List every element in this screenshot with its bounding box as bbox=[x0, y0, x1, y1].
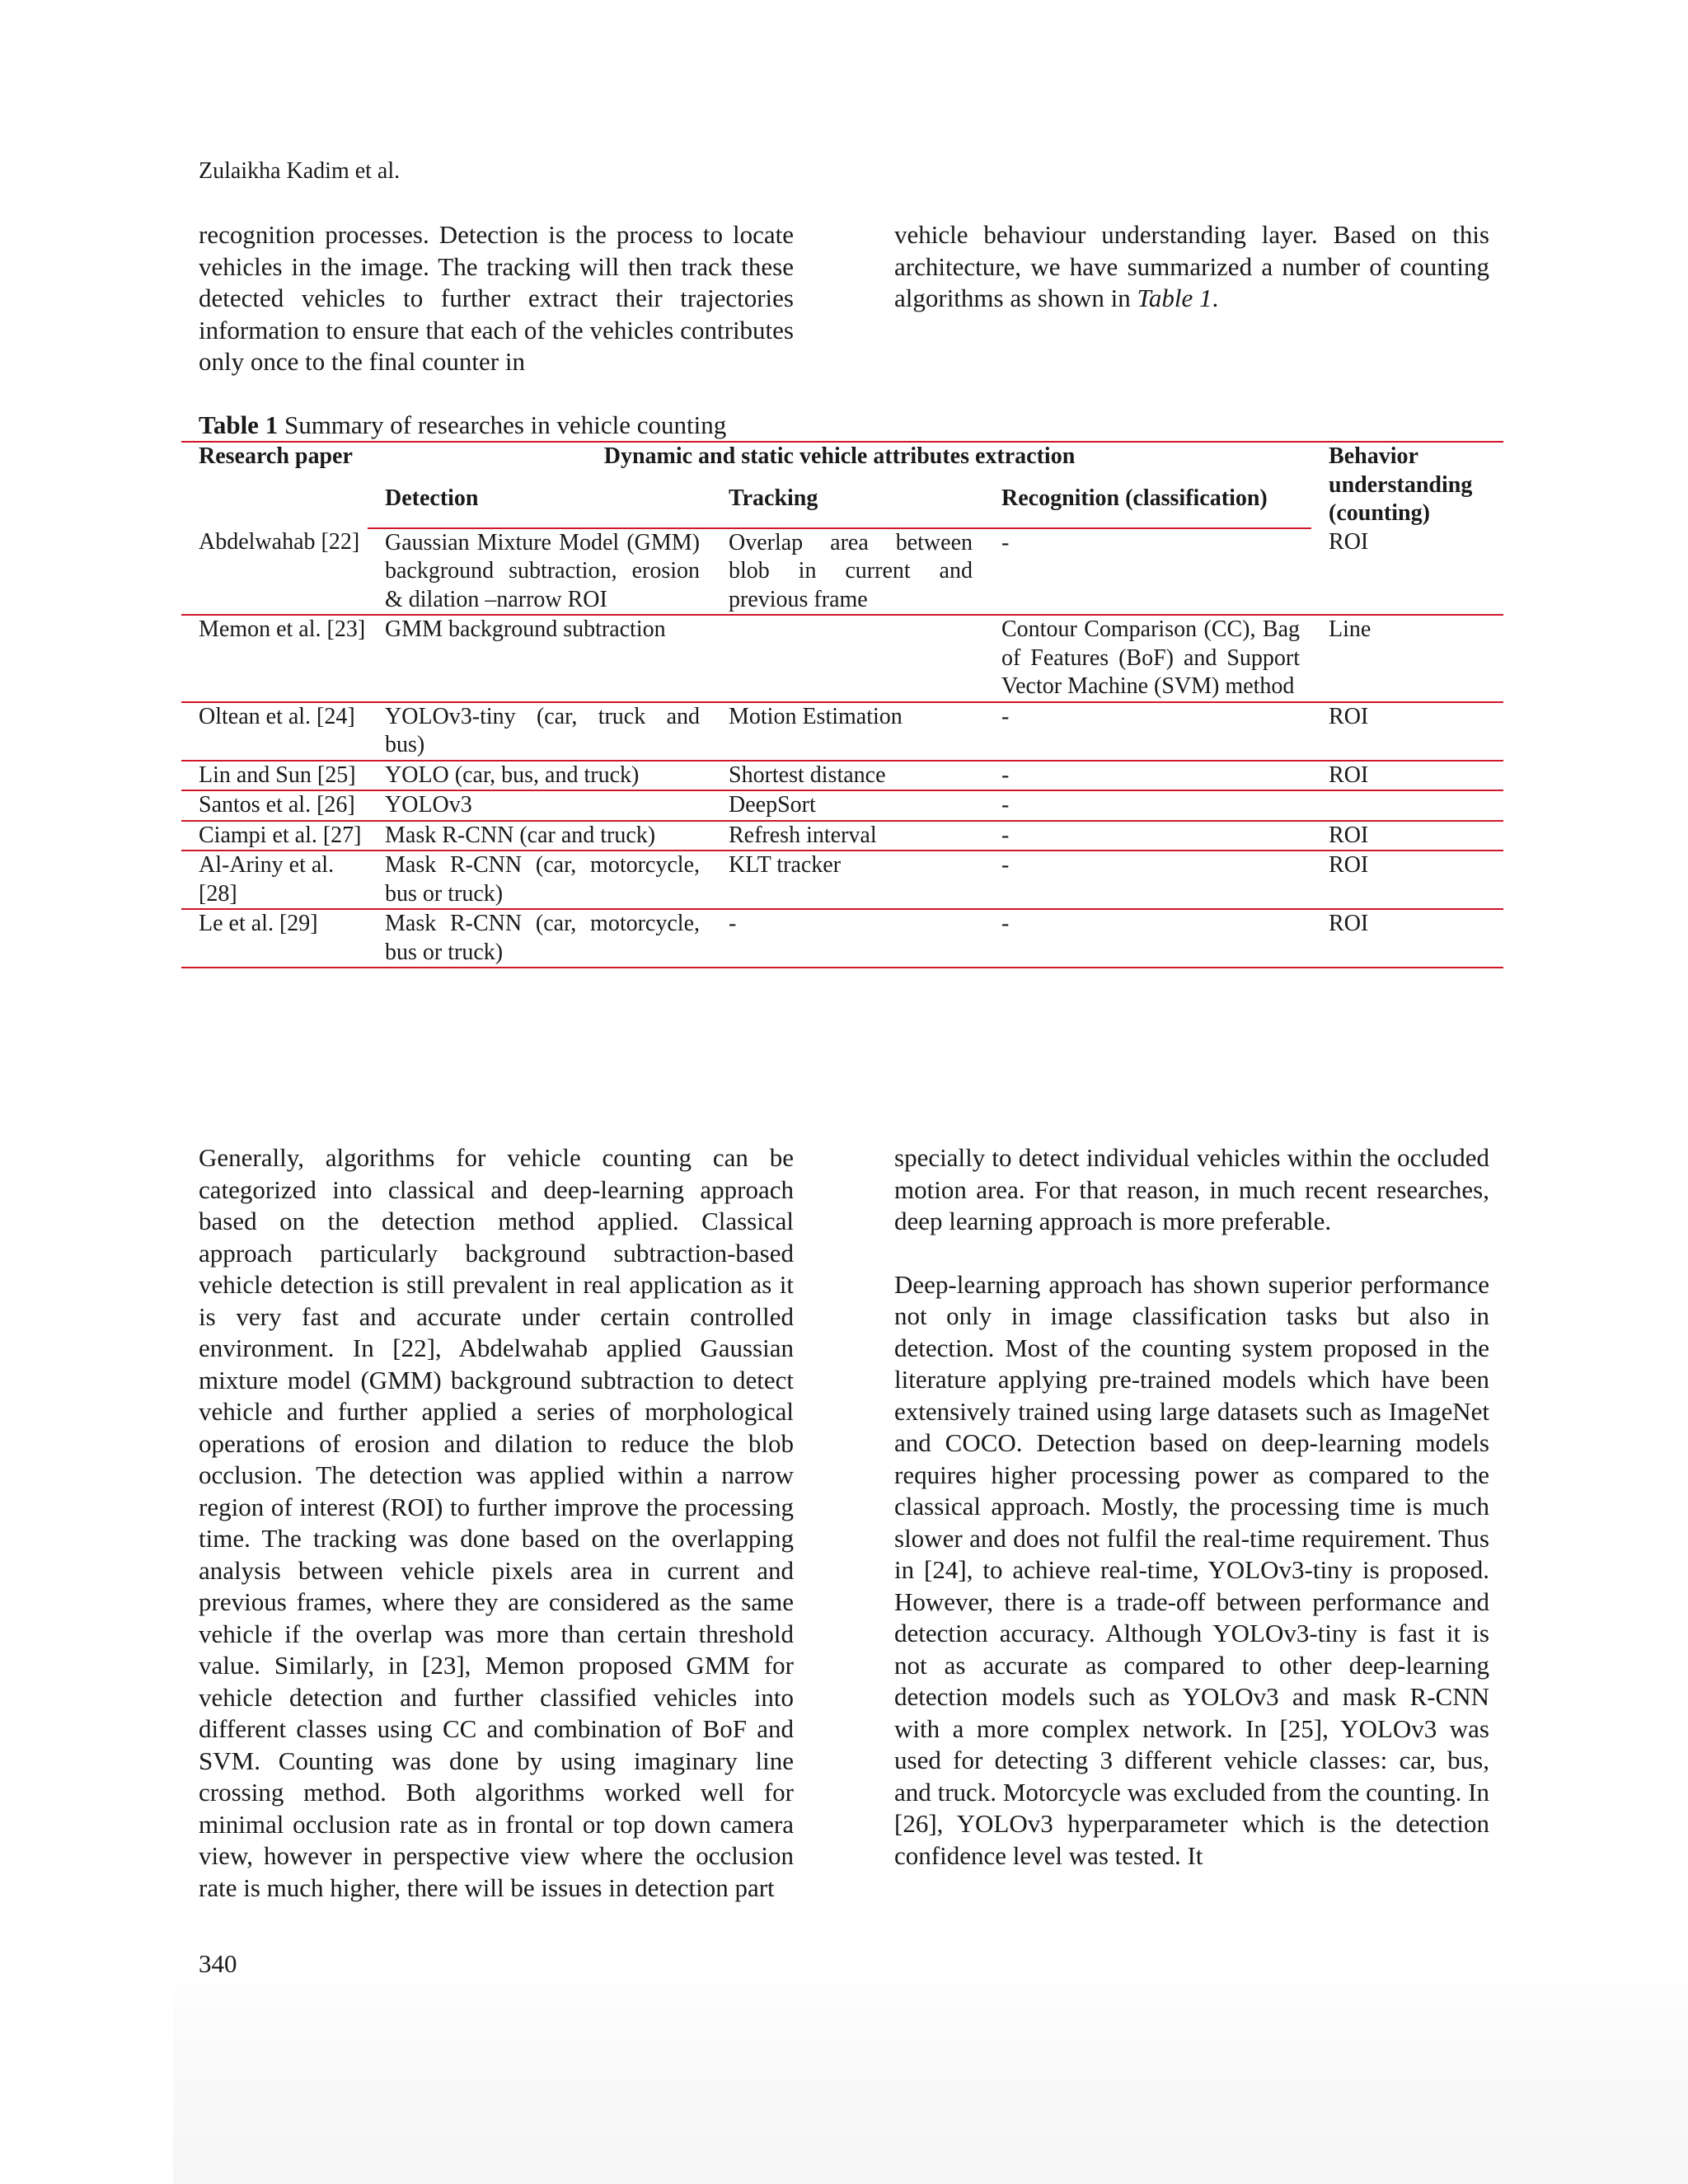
cell-recognition: - bbox=[984, 851, 1311, 909]
intro-right-column bbox=[894, 219, 1489, 315]
table-row bbox=[181, 615, 1503, 702]
cell-tracking: DeepSort bbox=[711, 790, 984, 821]
page-bottom-shade bbox=[173, 1961, 1688, 2184]
cell-detection: Gaussian Mixture Model (GMM) background subtraction, erosion & dilation –narrow ROI bbox=[368, 528, 711, 616]
intro-left-column bbox=[199, 219, 794, 378]
table-reference: Table 1 bbox=[1137, 284, 1212, 312]
cell-paper: Santos et al. [26] bbox=[181, 790, 368, 821]
table-subheader-row bbox=[181, 485, 1503, 527]
intro-right-text: vehicle behaviour understanding layer. Based on this architecture, we have summarized a number of counting algorithms as shown in bbox=[894, 220, 1489, 312]
cell-paper: Le et al. [29] bbox=[181, 909, 368, 968]
cell-paper: Oltean et al. [24] bbox=[181, 702, 368, 761]
cell-detection: Mask R-CNN (car, motorcycle, bus or truck) bbox=[368, 909, 711, 968]
table-caption-label: Table 1 bbox=[199, 410, 279, 439]
cell-behavior: ROI bbox=[1311, 761, 1503, 791]
cell-recognition: - bbox=[984, 761, 1311, 791]
cell-behavior: Line bbox=[1311, 615, 1503, 702]
table-row bbox=[181, 790, 1503, 821]
cell-detection: Mask R-CNN (car, motorcycle, bus or truck) bbox=[368, 851, 711, 909]
intro-left-paragraph: recognition processes. Detection is the process to locate vehicles in the image. The tracking will then track these detected vehicles to further extract their trajectories information to ensure that each of the vehicles contributes only once to the final counter in bbox=[199, 220, 794, 376]
cell-detection: YOLOv3-tiny (car, truck and bus) bbox=[368, 702, 711, 761]
cell-behavior: ROI bbox=[1311, 909, 1503, 968]
header-research-paper: Research paper bbox=[181, 442, 368, 528]
cell-detection: YOLOv3 bbox=[368, 790, 711, 821]
table-row bbox=[181, 821, 1503, 851]
table-header-row bbox=[181, 442, 1503, 485]
table-row bbox=[181, 528, 1503, 616]
cell-tracking: Refresh interval bbox=[711, 821, 984, 851]
cell-paper: Memon et al. [23] bbox=[181, 615, 368, 702]
cell-paper: Abdelwahab [22] bbox=[181, 528, 368, 616]
cell-tracking: Overlap area between blob in current and previous frame bbox=[711, 528, 984, 616]
cell-recognition: - bbox=[984, 702, 1311, 761]
cell-paper: Ciampi et al. [27] bbox=[181, 821, 368, 851]
running-head: Zulaikha Kadim et al. bbox=[199, 158, 401, 184]
cell-tracking: - bbox=[711, 909, 984, 968]
cell-behavior: ROI bbox=[1311, 702, 1503, 761]
cell-behavior: ROI bbox=[1311, 821, 1503, 851]
table-row bbox=[181, 909, 1503, 968]
body-right-paragraph-2: Deep-learning approach has shown superior performance not only in image classification tasks but also in detection. Most of the counting system proposed in the literature applying pre-trained models which have been extensively trained using large datasets such as ImageNet and COCO. Detection based on deep-learning models requires higher processing power as compared to the classical approach. Mostly, the processing time is much slower and does not fulfil the real-time requirement. Thus in [24], to achieve real-time, YOLOv3-tiny is proposed. However, there is a trade-off between performance and detection accuracy. Although YOLOv3-tiny is fast it is not as accurate as compared to other deep-learning detection models such as YOLOv3 and mask R-CNN with a more complex network. In [25], YOLOv3 was used for detecting 3 different vehicle classes: car, bus, and truck. Motorcycle was excluded from the counting. In [26], YOLOv3 hyperparameter which is the detection confidence level was tested. It bbox=[894, 1269, 1489, 1870]
cell-detection: YOLO (car, bus, and truck) bbox=[368, 761, 711, 791]
header-detection: Detection bbox=[368, 485, 711, 527]
cell-recognition: - bbox=[984, 821, 1311, 851]
table-caption-text: Summary of researches in vehicle counting bbox=[278, 410, 727, 439]
page-number: 340 bbox=[199, 1949, 237, 1978]
header-recognition: Recognition (classification) bbox=[984, 485, 1311, 527]
cell-recognition: Contour Comparison (CC), Bag of Features (BoF) and Support Vector Machine (SVM) method bbox=[984, 615, 1311, 702]
header-tracking: Tracking bbox=[711, 485, 984, 527]
cell-tracking: Motion Estimation bbox=[711, 702, 984, 761]
cell-behavior: ROI bbox=[1311, 528, 1503, 616]
cell-recognition: - bbox=[984, 790, 1311, 821]
cell-recognition: - bbox=[984, 528, 1311, 616]
table-caption bbox=[199, 410, 726, 441]
body-right-column bbox=[894, 1142, 1489, 1872]
cell-paper: Al-Ariny et al. [28] bbox=[181, 851, 368, 909]
summary-table bbox=[181, 441, 1503, 968]
table-row bbox=[181, 702, 1503, 761]
table-row bbox=[181, 761, 1503, 791]
cell-recognition: - bbox=[984, 909, 1311, 968]
header-group-extraction: Dynamic and static vehicle attributes extraction bbox=[368, 442, 1311, 485]
cell-tracking bbox=[711, 615, 984, 702]
cell-tracking: Shortest distance bbox=[711, 761, 984, 791]
intro-right-paragraph bbox=[894, 219, 1489, 315]
cell-behavior: ROI bbox=[1311, 851, 1503, 909]
table-row bbox=[181, 851, 1503, 909]
cell-detection: GMM background subtraction bbox=[368, 615, 711, 702]
header-behavior: Behavior understanding (counting) bbox=[1311, 442, 1503, 528]
cell-detection: Mask R-CNN (car and truck) bbox=[368, 821, 711, 851]
body-left-paragraph: Generally, algorithms for vehicle counting can be categorized into classical and deep-learning approach based on the detection method applied. Classical approach particularly background subtraction-based vehicle detection is still prevalent in real application as it is very fast and accurate under certain controlled environment. In [22], Abdelwahab applied Gaussian mixture model (GMM) background subtraction to detect vehicle and further applied a series of morphological operations of erosion and dilation to reduce the blob occlusion. The detection was applied within a narrow region of interest (ROI) to further improve the processing time. The tracking was done based on the overlapping analysis between vehicle pixels area in current and previous frames, where they are considered as the same vehicle if the overlap was more than certain threshold value. Similarly, in [23], Memon proposed GMM for vehicle detection and further classified vehicles into different classes using CC and combination of BoF and SVM. Counting was done by using imaginary line crossing method. Both algorithms worked well for minimal occlusion rate as in frontal or top down camera view, however in perspective view where the occlusion rate is much higher, there will be issues in detection part bbox=[199, 1143, 794, 1902]
cell-behavior bbox=[1311, 790, 1503, 821]
body-right-paragraph-1: specially to detect individual vehicles within the occluded motion area. For that reason, in much recent researches, deep learning approach is more preferable. bbox=[894, 1143, 1489, 1235]
intro-right-text-end: . bbox=[1212, 284, 1219, 312]
body-left-column bbox=[199, 1142, 794, 1904]
cell-paper: Lin and Sun [25] bbox=[181, 761, 368, 791]
cell-tracking: KLT tracker bbox=[711, 851, 984, 909]
